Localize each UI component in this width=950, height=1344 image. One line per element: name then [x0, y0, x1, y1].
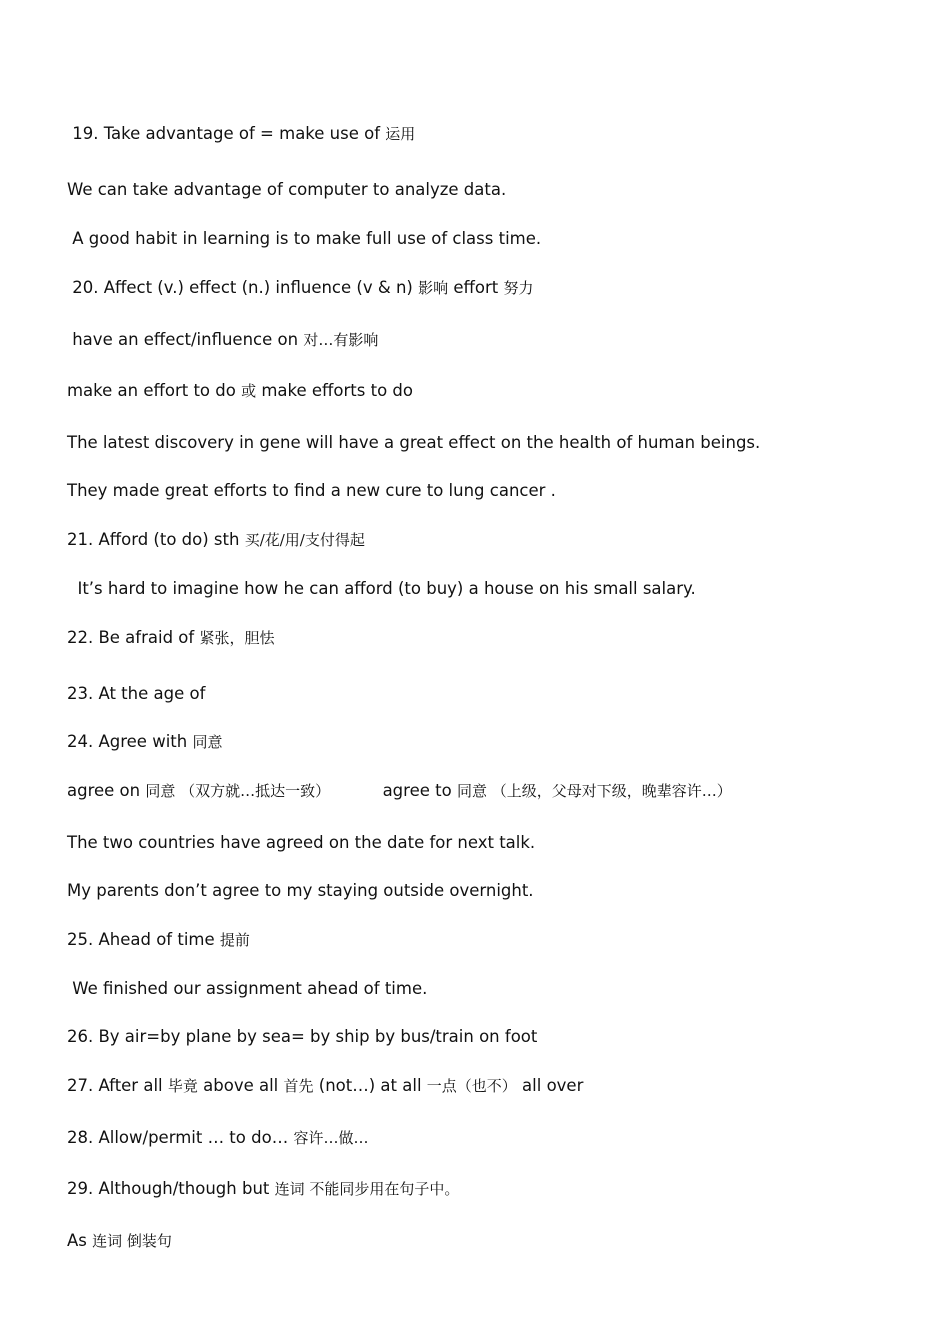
text-run: 24. Agree with	[66, 732, 193, 751]
chinese-run: 容许…做…	[293, 1129, 369, 1147]
text-run: make efforts to do	[256, 381, 413, 400]
text-run: We finished our assignment ahead of time.	[66, 979, 428, 998]
text-run: 25. Ahead of time	[66, 930, 220, 949]
text-run: As	[66, 1231, 93, 1250]
text-run: 21. Afford (to do) sth	[66, 530, 245, 549]
chinese-run: 毕竟	[167, 1077, 198, 1095]
chinese-run: 提前	[219, 931, 250, 949]
chinese-run: 同意 （双方就…抵达一致）	[145, 782, 331, 800]
text-run: (not…) at all	[313, 1076, 427, 1095]
chinese-run: 紧张，胆怯	[199, 629, 275, 647]
chinese-run: 首先	[283, 1077, 314, 1095]
chinese-run: 运用	[385, 125, 416, 143]
chinese-run: 对…有影响	[303, 331, 379, 349]
line-as-conjunction	[46, 1208, 172, 1274]
text-run: have an effect/influence on	[66, 330, 304, 349]
text-run: 26. By air=by plane by sea= by ship by bus/train on foot	[66, 1027, 538, 1046]
chinese-run: 连词 不能同步用在句子中。	[274, 1180, 460, 1198]
text-run: 28. Allow/permit … to do…	[66, 1128, 294, 1147]
text-run: 19. Take advantage of = make use of	[66, 124, 386, 143]
text-run: 20. Affect (v.) effect (n.) influence (v & n)	[66, 278, 419, 297]
text-run: 23. At the age of	[66, 684, 206, 703]
text-run: It’s hard to imagine how he can afford (to buy) a house on his small salary.	[66, 579, 696, 598]
chinese-run: 或	[241, 382, 257, 400]
text-run: agree to	[330, 781, 457, 800]
chinese-run: 连词 倒装句	[92, 1232, 172, 1250]
chinese-run: 同意	[192, 733, 223, 751]
text-run: above all	[197, 1076, 284, 1095]
text-run: make an effort to do	[66, 381, 242, 400]
text-run: all over	[516, 1076, 584, 1095]
chinese-run: 买/花/用/支付得起	[244, 531, 365, 549]
chinese-run: 努力	[503, 279, 534, 297]
chinese-run: 影响	[418, 279, 449, 297]
text-run: They made great efforts to find a new cure to lung cancer .	[66, 481, 556, 500]
text-run: The two countries have agreed on the date for next talk.	[66, 833, 536, 852]
text-run: A good habit in learning is to make full use of class time.	[66, 229, 542, 248]
text-run: 22. Be afraid of	[66, 628, 200, 647]
text-run: 29. Although/though but	[66, 1179, 275, 1198]
chinese-run: 一点（也不）	[426, 1077, 517, 1095]
chinese-run: 同意 （上级，父母对下级，晚辈容许…）	[456, 782, 732, 800]
text-run: The latest discovery in gene will have a great effect on the health of human beings.	[66, 433, 761, 452]
text-run: We can take advantage of computer to analyze data.	[66, 180, 507, 199]
text-run: My parents don’t agree to my staying outside overnight.	[66, 881, 534, 900]
text-run: effort	[448, 278, 504, 297]
text-run: agree on	[66, 781, 146, 800]
text-run: 27. After all	[66, 1076, 168, 1095]
